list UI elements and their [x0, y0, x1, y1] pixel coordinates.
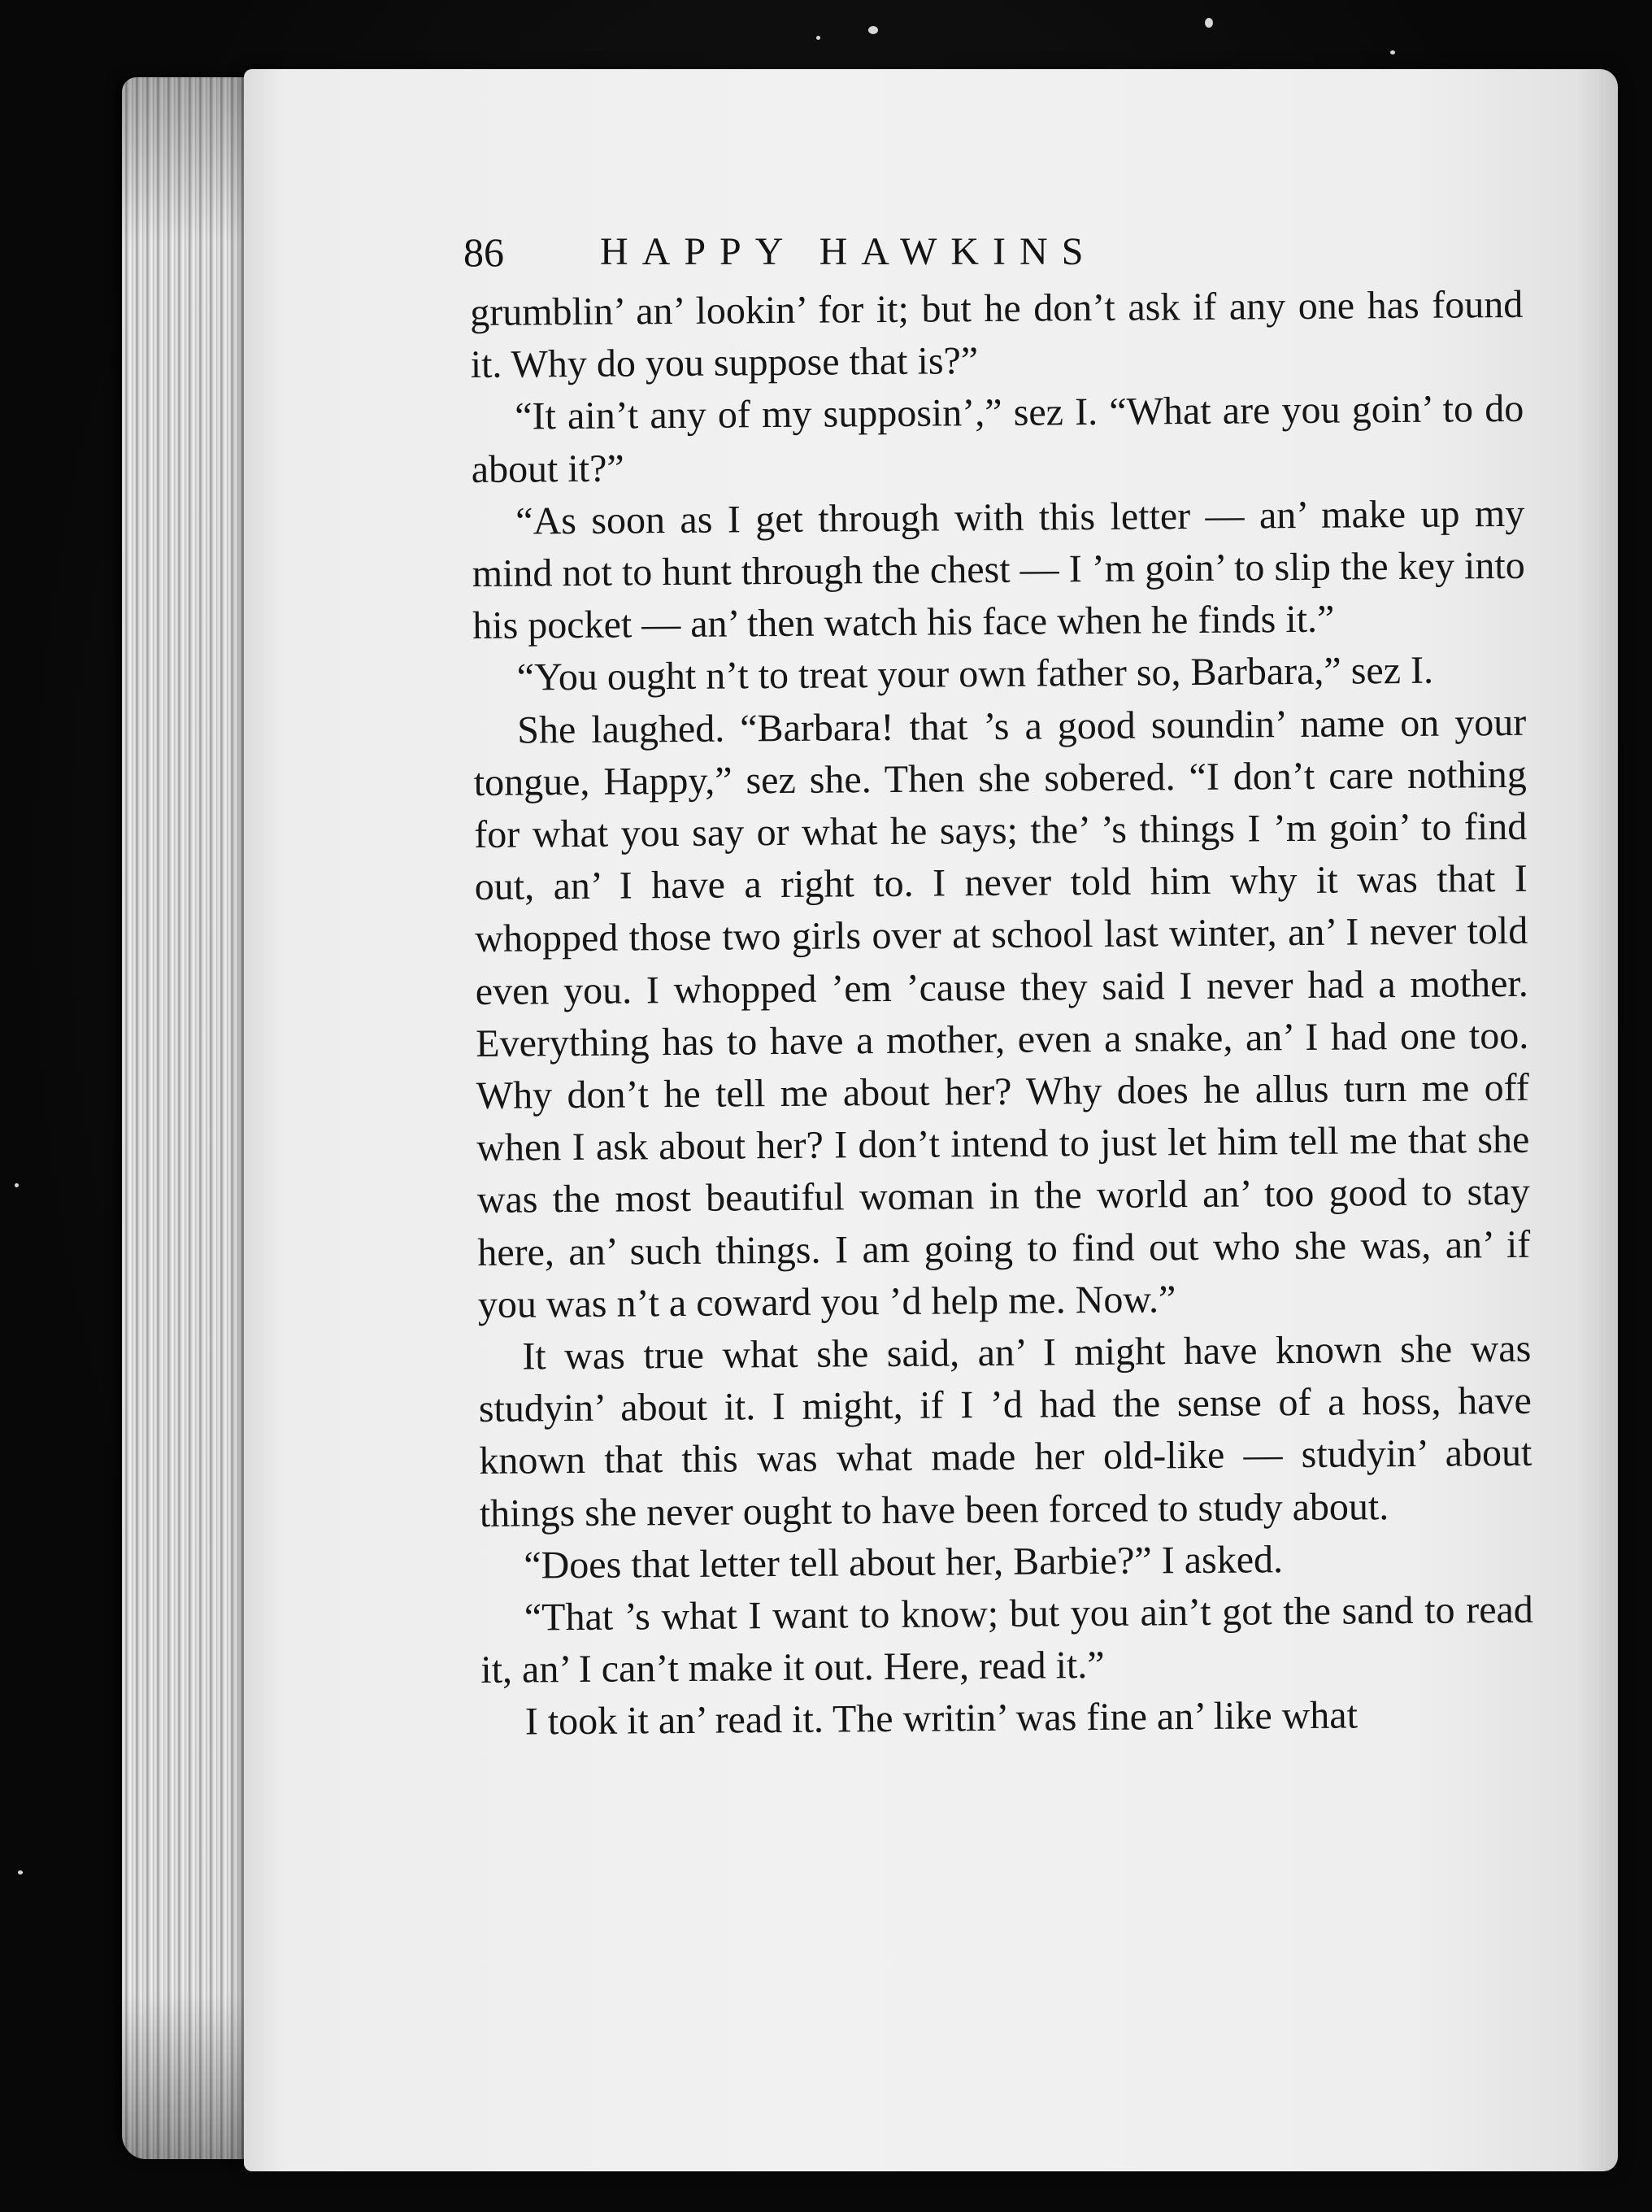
dust-speck — [868, 26, 878, 34]
page-header — [463, 220, 1293, 285]
paragraph: “You ought n’t to treat your own father so, Barbara,” sez I. — [516, 649, 1434, 699]
dust-speck — [1205, 18, 1213, 28]
book-page — [244, 69, 1618, 2171]
paragraph: “It ain’t any of my supposin’,” sez I. “What are you goin’ to do about it?” — [471, 387, 1524, 491]
paragraph: She laughed. “Barbara! that ’s a good soundin’ name on your tongue, Happy,” sez she. Then she sobered. “I don’t care nothing for what you say or what he says; the’ ’s things I ’m goin’ to find out, an’ I have a right to. I never told him why it was that I whopped those two girls over at school last winter, an’ I never told even you. I whopped ’em ’cause they said I never had a mother. Everything has to have a mother, even a snake, an’ I had one too. Why don’t he tell me about her? Why does he allus turn me off when I ask about her? I don’t intend to just let him tell me that she was the most beautiful woman in the world an’ too good to stay here, an’ such things. I am going to find out who she was, an’ if you was n’t a coward you ’d help me. Now.” — [473, 700, 1531, 1326]
dust-speck — [1390, 50, 1395, 54]
running-title: HAPPY HAWKINS — [600, 230, 1098, 273]
paragraph: “As soon as I get through with this letter — an’ make up my mind not to hunt through the chest — I ’m goin’ to slip the key into his pocket — an’ then watch his face when he finds it.” — [472, 491, 1525, 648]
paragraph: It was true what she said, an’ I might have known she was studyin’ about it. I might, if I ’d had the sense of a hoss, have known that this was what made her old-like — studyin’ about things she never ought to have been forced to study about. — [478, 1326, 1532, 1535]
paragraph: “Does that letter tell about her, Barbie?” I asked. — [524, 1538, 1284, 1587]
paragraph: “That ’s what I want to know; but you ain’t got the sand to read it, an’ I can’t make it out. Here, read it.” — [480, 1587, 1534, 1692]
dust-speck — [15, 1183, 19, 1187]
dust-speck — [816, 36, 820, 40]
body-text — [470, 279, 1534, 1749]
page-number: 86 — [463, 229, 504, 275]
dust-speck — [18, 1870, 23, 1875]
paragraph: grumblin’ an’ lookin’ for it; but he don’t ask if any one has found it. Why do you suppose that is?” — [470, 282, 1524, 387]
paragraph: I took it an’ read it. The writin’ was fine an’ like what — [524, 1693, 1359, 1744]
